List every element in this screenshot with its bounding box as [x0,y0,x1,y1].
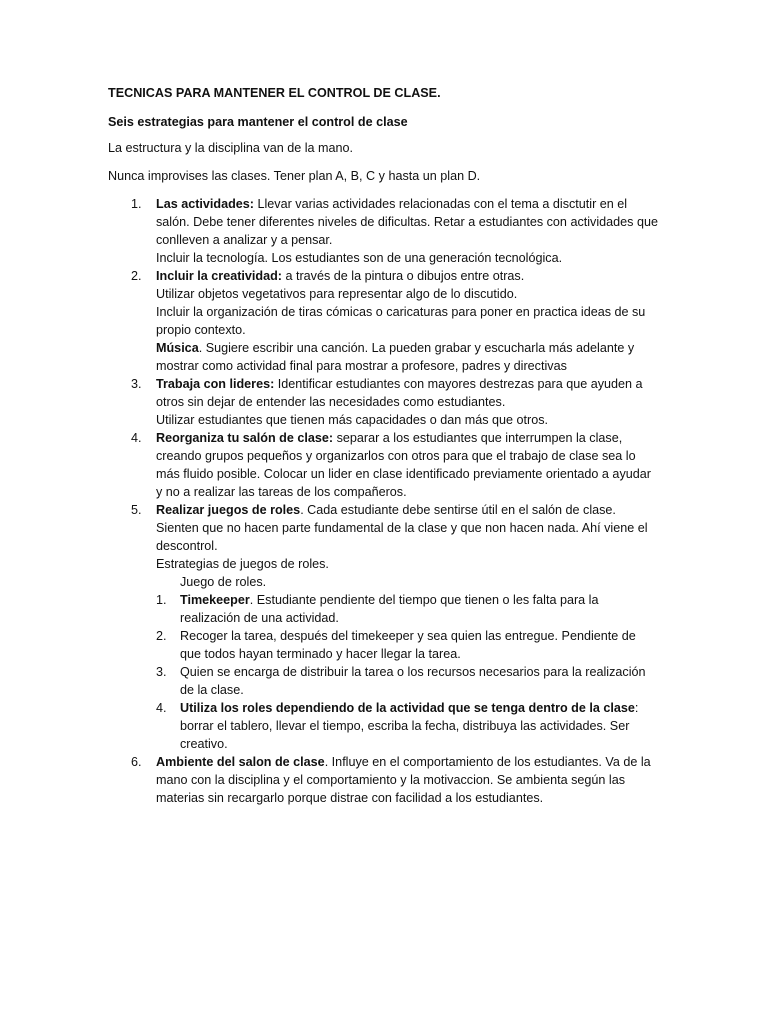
item-number: 6. [131,755,142,769]
item-extra: Estrategias de juegos de roles. [156,557,329,571]
item-extra: Utilizar objetos vegetativos para representar algo de lo discutido. [156,287,518,301]
intro-line-2: Nunca improvises las clases. Tener plan A, B, C y hasta un plan D. [108,169,481,183]
item-lead: Realizar juegos de roles [156,503,301,517]
item-paragraph [156,267,660,285]
item-paragraph [156,753,660,807]
item-paragraph [156,501,660,555]
sub-item-text: : borrar el tablero, llevar el tiempo, escriba la fecha, distribuya las actividades. Ser creativo. [180,701,639,751]
item-extra: Incluir la organización de tiras cómicas o caricaturas para poner en practica ideas de su propio contexto. [156,305,646,337]
item-paragraph [156,429,660,501]
item-lead: Trabaja con lideres: [156,377,275,391]
sub-item-text: . Estudiante pendiente del tiempo que tienen o les falta para la realización de una actividad. [180,593,599,625]
sub-item-number: 4. [156,701,167,715]
sub-item-text: Recoger la tarea, después del timekeeper y sea quien las entregue. Pendiente de que todos hayan terminado y hacer llegar la tarea. [180,629,636,661]
item-extra: Utilizar estudiantes que tienen más capacidades o dan más que otros. [156,413,549,427]
item-text: . Influye en el comportamiento de los estudiantes. Va de la mano con la disciplina y el comportamiento y la motivaccion. Se ambienta según las materias sin recargarlo porque distrae con facilidad a los estudiantes. [156,755,651,805]
document-title: TECNICAS PARA MANTENER EL CONTROL DE CLASE. [108,86,441,100]
item-text: a través de la pintura o dibujos entre otras. [281,269,525,283]
item-number: 5. [131,503,142,517]
item-paragraph [156,375,660,411]
list-item [0,375,660,429]
sub-item-number: 1. [156,593,167,607]
list-item [0,195,660,267]
sub-item-lead: Timekeeper [180,593,250,607]
sub-item-number: 2. [156,629,167,643]
list-item [0,267,660,375]
sub-item-text: Quien se encarga de distribuir la tarea o los recursos necesarios para la realización de la clase. [180,665,646,697]
sub-item-number: 3. [156,665,167,679]
item-lead: Música [156,341,199,355]
sub-list-item [156,699,660,753]
item-number: 1. [131,197,142,211]
item-paragraph [156,339,660,375]
item-number: 2. [131,269,142,283]
item-text: . Cada estudiante debe sentirse útil en el salón de clase. Sienten que no hacen parte fundamental de la clase y que non hacen nada. Ahí viene el descontrol. [156,503,648,553]
list-item [0,753,660,807]
item-text: Identificar estudiantes con mayores destrezas para que ayuden a otros sin dejar de entender las necesidades como estudiantes. [156,377,643,409]
item-number: 4. [131,431,142,445]
item-text: separar a los estudiantes que interrumpen la clase, creando grupos pequeños y organizarlos con otros para que el trabajo de clase sea lo más fluido posible. Colocar un lider en clase identificado previamente orientado a ayudar y no a realizar las tareas de los compañeros. [156,431,651,499]
item-extra: Incluir la tecnología. Los estudiantes son de una generación tecnológica. [156,251,563,265]
list-item [0,501,660,753]
list-item [0,429,660,501]
sub-list-item [156,627,660,663]
sub-item-lead: Utiliza los roles dependiendo de la actividad que se tenga dentro de la clase [180,701,635,715]
document-subtitle: Seis estrategias para mantener el control de clase [108,115,408,129]
intro-line-1: La estructura y la disciplina van de la mano. [108,141,354,155]
strategy-list [0,195,768,807]
item-lead: Reorganiza tu salón de clase: [156,431,334,445]
sub-list-item [156,591,660,627]
item-lead: Incluir la creatividad: [156,269,282,283]
juego-label: Juego de roles. [180,575,267,589]
item-text: Llevar varias actividades relacionadas con el tema a disctutir en el salón. Debe tener diferentes niveles de dificultas. Retar a estudiantes con actividades que conlleven a analizar y a pensar. [156,197,658,247]
item-number: 3. [131,377,142,391]
sub-list-item [156,663,660,699]
item-lead: Las actividades: [156,197,254,211]
item-text: . Sugiere escribir una canción. La pueden grabar y escucharla más adelante y mostrar como actividad final para mostrar a profesore, padres y directivas [156,341,635,373]
item-lead: Ambiente del salon de clase [156,755,325,769]
item-paragraph [156,195,660,249]
